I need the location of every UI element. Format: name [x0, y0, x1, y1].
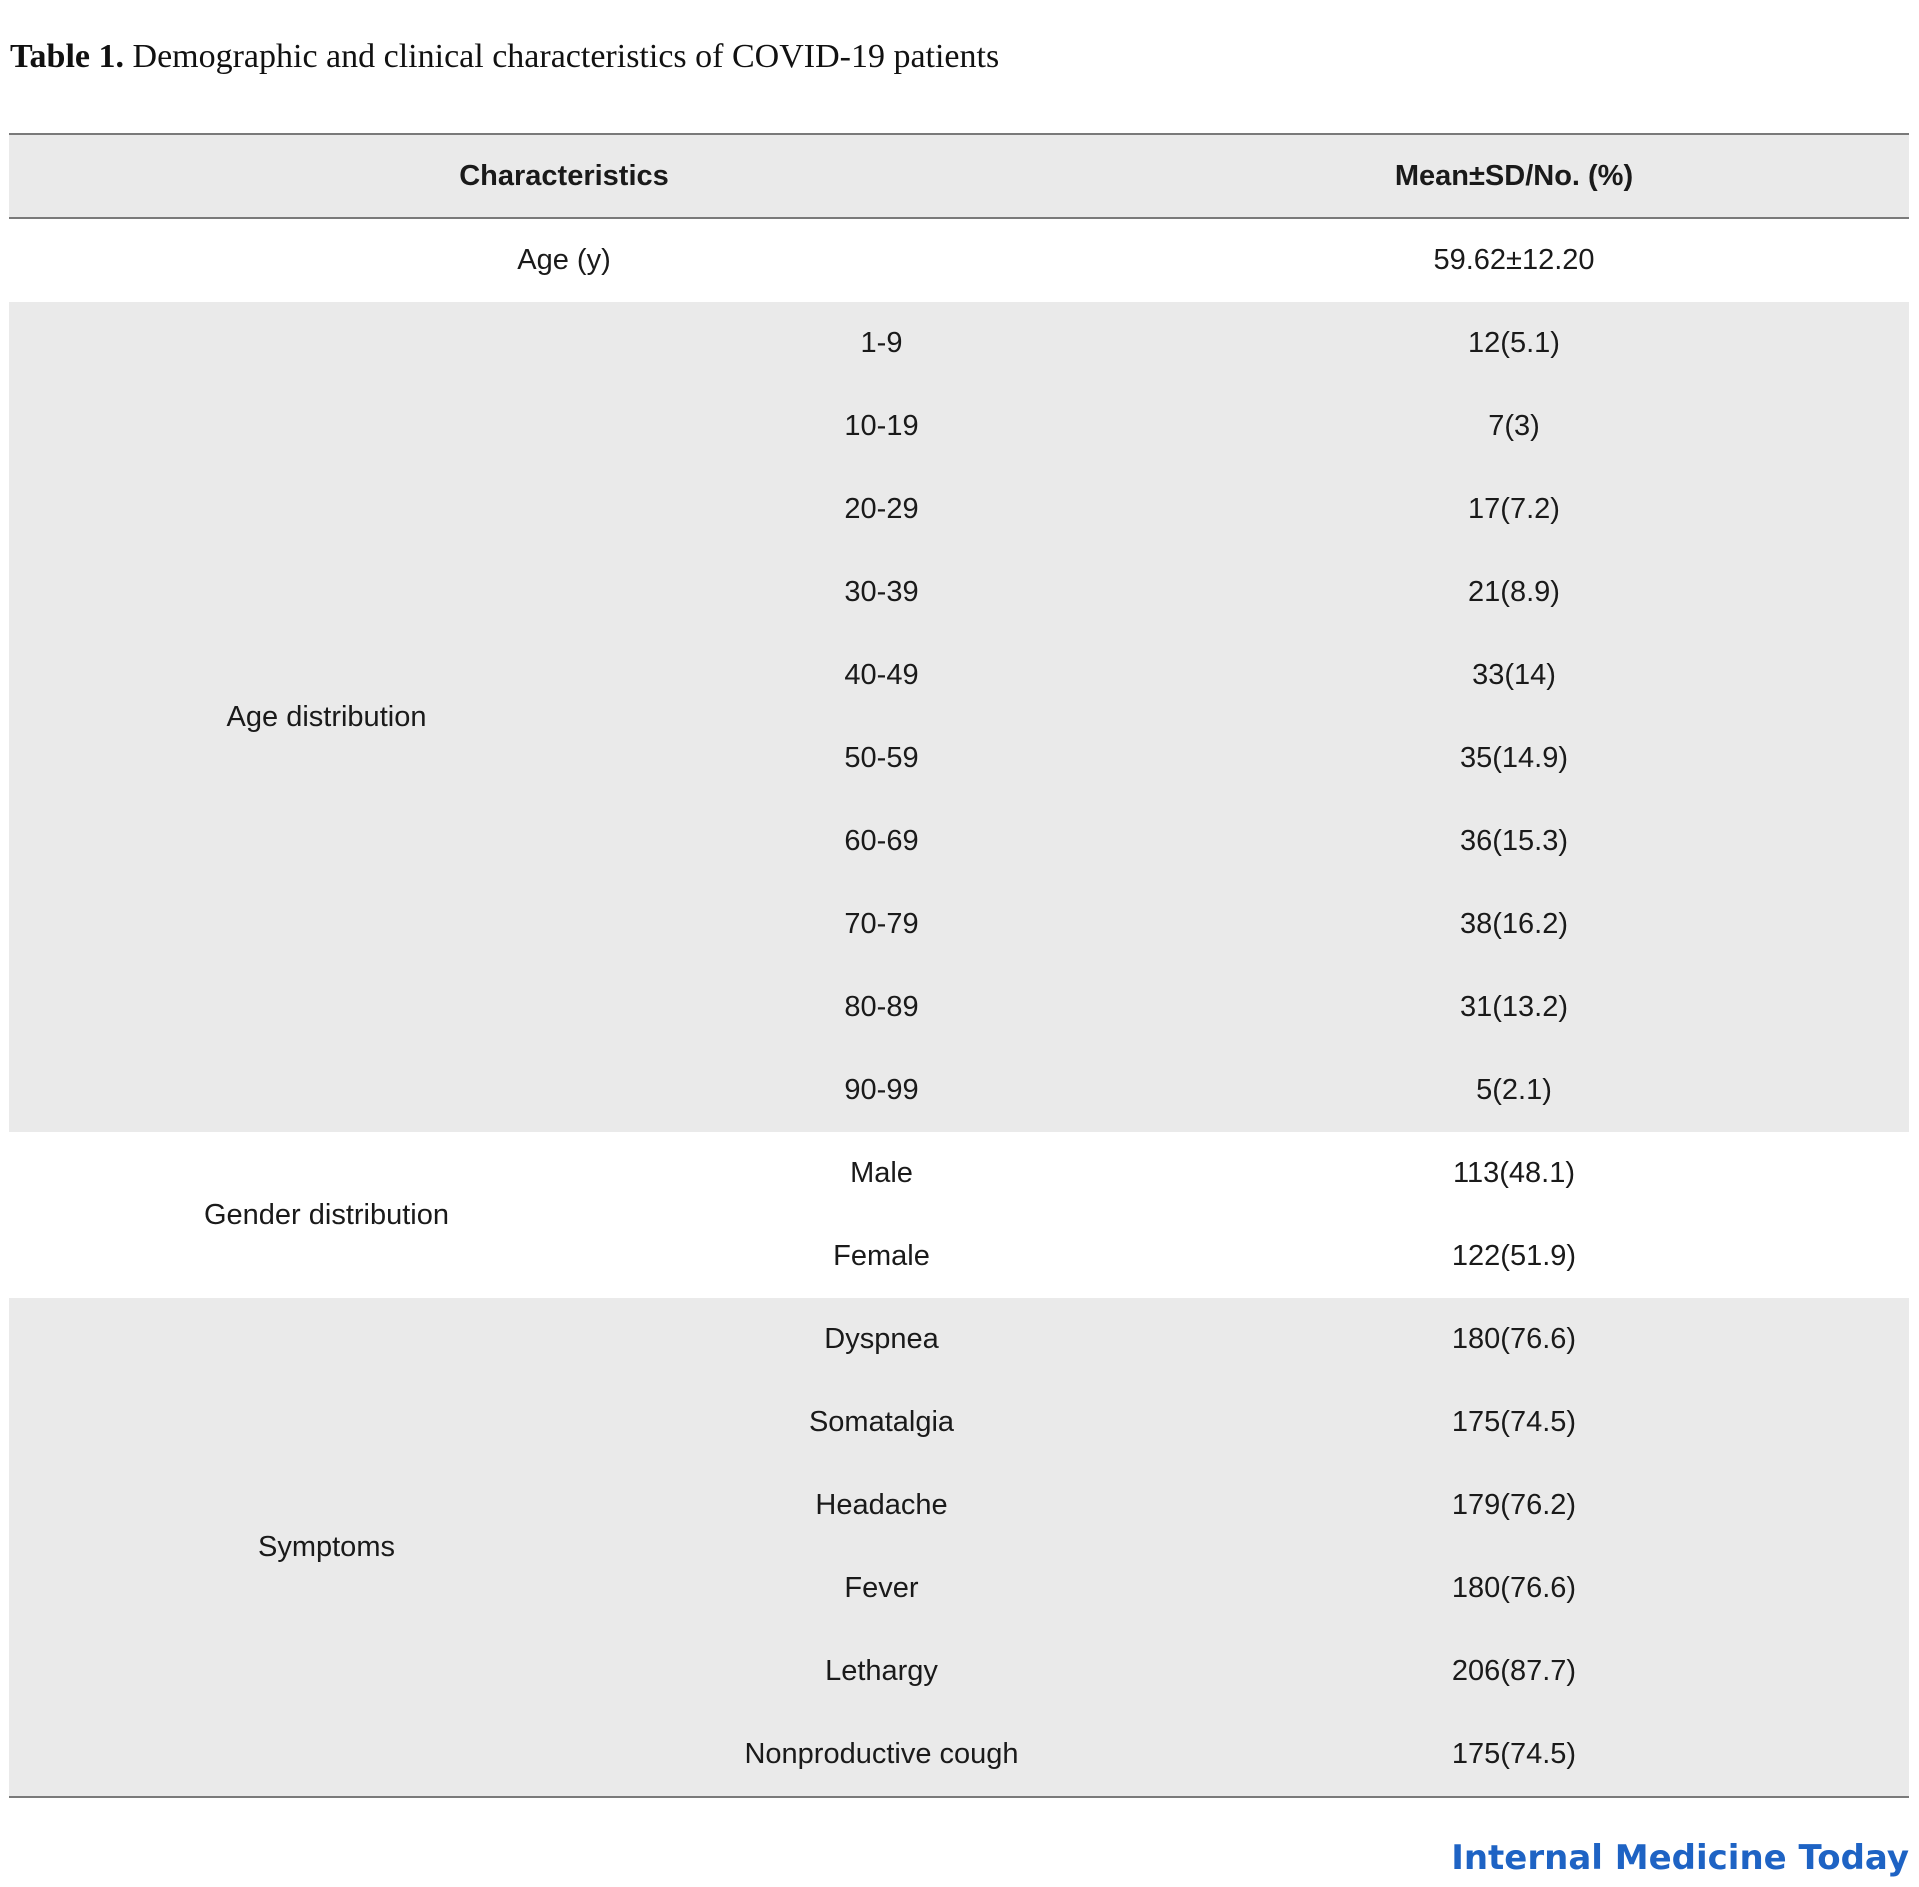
table-row [644, 966, 1909, 1049]
table-row-age [9, 219, 1909, 302]
table-row [644, 800, 1909, 883]
table-caption [10, 38, 999, 76]
group-label: Gender distribution [203, 1198, 450, 1231]
group-rows [644, 1132, 1909, 1298]
table-groups [9, 302, 1909, 1796]
row-value: 180(76.6) [1451, 1323, 1577, 1355]
row-label: Headache [815, 1489, 948, 1521]
table-row [644, 468, 1909, 551]
row-label: 1-9 [860, 327, 903, 359]
row-label: Lethargy [825, 1655, 938, 1687]
row-value: 122(51.9) [1451, 1240, 1577, 1272]
row-value: 21(8.9) [1468, 576, 1560, 608]
row-value: 206(87.7) [1451, 1655, 1577, 1687]
table-row [644, 1049, 1909, 1132]
table-row [644, 634, 1909, 717]
age-value: 59.62±12.20 [1433, 244, 1595, 276]
group-label: Symptoms [258, 1530, 395, 1563]
row-label: Somatalgia [808, 1406, 955, 1438]
table-group [9, 1132, 1909, 1298]
table-header-row [9, 135, 1909, 217]
row-value: 5(2.1) [1476, 1074, 1552, 1106]
table-row [644, 1547, 1909, 1630]
table-row [644, 883, 1909, 966]
row-value: 179(76.2) [1451, 1489, 1577, 1521]
row-value: 12(5.1) [1468, 327, 1560, 359]
table-row [644, 717, 1909, 800]
table-row [644, 1298, 1909, 1381]
row-label: 10-19 [844, 410, 919, 442]
row-label: 20-29 [844, 493, 919, 525]
row-value: 180(76.6) [1451, 1572, 1577, 1604]
row-value: 113(48.1) [1453, 1157, 1575, 1189]
group-rows [644, 1298, 1909, 1796]
row-label: Nonproductive cough [744, 1738, 1019, 1770]
row-value: 36(15.3) [1459, 825, 1568, 857]
table-row [644, 1381, 1909, 1464]
table-row [644, 551, 1909, 634]
table-row [644, 1464, 1909, 1547]
table-row [644, 1630, 1909, 1713]
journal-brand-logo: Internal Medicine Today [1451, 1838, 1909, 1878]
table-bottom-rule [9, 1796, 1909, 1798]
group-rows [644, 302, 1909, 1132]
row-label: Male [850, 1157, 913, 1189]
group-label: Age distribution [226, 700, 427, 733]
row-label: 50-59 [844, 742, 919, 774]
row-value: 38(16.2) [1459, 908, 1568, 940]
table-caption-text: Demographic and clinical characteristics of COVID-19 patients [124, 38, 1000, 75]
row-label: 90-99 [844, 1074, 919, 1106]
table-caption-label: Table 1. [10, 38, 125, 75]
row-label: 40-49 [844, 659, 919, 691]
table-row [644, 1215, 1909, 1298]
header-value: Mean±SD/No. (%) [1394, 159, 1634, 192]
row-label: 30-39 [844, 576, 919, 608]
row-label: Dyspnea [824, 1323, 939, 1355]
row-value: 17(7.2) [1468, 493, 1560, 525]
characteristics-table [9, 133, 1909, 1798]
table-row [644, 302, 1909, 385]
row-label: Fever [844, 1572, 919, 1604]
table-group [9, 1298, 1909, 1796]
row-label: 60-69 [844, 825, 919, 857]
row-value: 175(74.5) [1451, 1738, 1577, 1770]
table-row [644, 1132, 1909, 1215]
table-row [644, 1713, 1909, 1796]
row-label: Female [833, 1240, 930, 1272]
row-label: 80-89 [844, 991, 919, 1023]
row-label: 70-79 [844, 908, 919, 940]
row-value: 7(3) [1488, 410, 1540, 442]
age-label: Age (y) [517, 244, 611, 276]
header-characteristics: Characteristics [459, 159, 669, 192]
row-value: 31(13.2) [1459, 991, 1568, 1023]
row-value: 33(14) [1472, 659, 1556, 691]
table-row [644, 385, 1909, 468]
table-group [9, 302, 1909, 1132]
row-value: 175(74.5) [1451, 1406, 1577, 1438]
row-value: 35(14.9) [1459, 742, 1568, 774]
